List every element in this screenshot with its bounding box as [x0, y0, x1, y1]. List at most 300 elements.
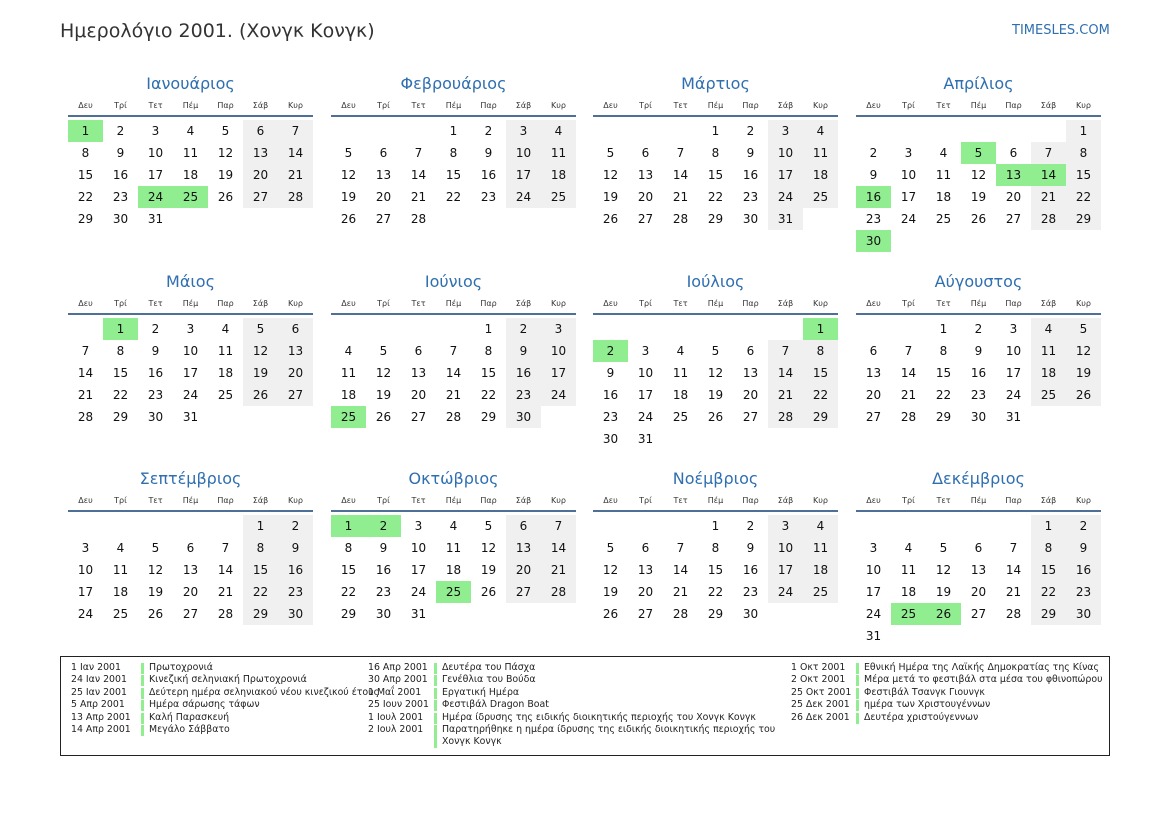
day-cell: 27	[970, 607, 987, 621]
day-cell: 21	[900, 388, 917, 402]
day-cell: 19	[340, 190, 357, 204]
holiday-name: Φεστιβάλ Dragon Boat	[442, 699, 549, 711]
day-cell: 28	[77, 410, 94, 424]
day-cell: 11	[217, 344, 234, 358]
day-cell: 25	[672, 410, 689, 424]
holiday-name: Πρωτοχρονιά	[149, 662, 213, 673]
day-cell: 21	[672, 585, 689, 599]
day-cell: 24	[768, 186, 803, 208]
holiday-name: Εθνική Ημέρα της Λαϊκής Δημοκρατίας της Κίνας	[864, 662, 1099, 673]
weekday-header	[856, 299, 1101, 311]
day-cell: 25	[935, 212, 952, 226]
weekday-label: Τετ	[936, 299, 951, 308]
day-cell: 4	[344, 344, 353, 358]
weekday-label: Τετ	[411, 496, 426, 505]
holiday-name: Γενέθλια του Βούδα	[442, 674, 536, 686]
holiday-day-cell: 25	[436, 581, 471, 603]
holiday-date: 1 Ιαν 2001	[71, 662, 121, 673]
day-cell: 25	[803, 581, 838, 603]
day-cell: 4	[904, 541, 913, 555]
day-cell: 28	[278, 186, 313, 208]
day-cell: 14	[1005, 563, 1022, 577]
day-cell: 30	[1066, 603, 1101, 625]
day-cell: 9	[746, 541, 755, 555]
day-cell: 28	[445, 410, 462, 424]
holiday-marker	[434, 725, 437, 748]
day-cell: 5	[939, 541, 948, 555]
month-block	[331, 469, 576, 659]
weekday-label: Πέμ	[707, 101, 724, 110]
weekday-label: Δευ	[341, 496, 356, 505]
day-cell: 7	[676, 541, 685, 555]
day-cell: 1	[243, 515, 278, 537]
day-cell: 21	[278, 164, 313, 186]
day-cell: 22	[112, 388, 129, 402]
day-cell: 23	[375, 585, 392, 599]
weekday-header	[331, 299, 576, 311]
day-cell: 14	[900, 366, 917, 380]
day-cell: 12	[147, 563, 164, 577]
day-cell: 2	[746, 519, 755, 533]
day-cell: 12	[217, 146, 234, 160]
day-cell: 30	[742, 607, 759, 621]
day-cell: 13	[375, 168, 392, 182]
weekday-label: Πέμ	[707, 299, 724, 308]
day-cell: 10	[768, 537, 803, 559]
day-cell: 21	[768, 384, 803, 406]
day-cell: 14	[410, 168, 427, 182]
day-cell: 25	[1031, 384, 1066, 406]
weekday-label: Τετ	[148, 496, 163, 505]
day-cell: 27	[742, 410, 759, 424]
day-cell: 4	[1031, 318, 1066, 340]
day-cell: 16	[480, 168, 497, 182]
day-cell: 19	[602, 190, 619, 204]
day-cell: 9	[506, 340, 541, 362]
day-cell: 5	[1066, 318, 1101, 340]
header-divider	[593, 313, 838, 315]
weekday-label: Κυρ	[551, 496, 566, 505]
day-cell: 7	[768, 340, 803, 362]
day-cell: 1	[711, 519, 720, 533]
holiday-name: Δεύτερη ημέρα σεληνιακού νέου κινεζικού έτους	[149, 686, 380, 698]
holiday-date: 14 Απρ 2001	[71, 723, 131, 735]
day-cell: 29	[707, 607, 724, 621]
holiday-date: 24 Ιαν 2001	[71, 674, 127, 686]
day-cell: 1	[449, 124, 458, 138]
day-cell: 25	[217, 388, 234, 402]
day-cell: 5	[243, 318, 278, 340]
month-block	[68, 74, 313, 264]
weekday-header	[68, 496, 313, 508]
weekday-label: Πέμ	[182, 496, 199, 505]
weekday-label: Τρί	[639, 299, 652, 308]
day-cell: 18	[182, 168, 199, 182]
day-cell: 19	[935, 585, 952, 599]
weekday-label: Παρ	[217, 101, 234, 110]
day-cell: 10	[77, 563, 94, 577]
day-cell: 17	[768, 164, 803, 186]
day-cell: 13	[410, 366, 427, 380]
weekday-label: Σάβ	[515, 101, 532, 110]
holiday-marker	[141, 713, 144, 724]
day-cell: 7	[1031, 142, 1066, 164]
day-cell: 10	[768, 142, 803, 164]
holiday-marker	[856, 663, 859, 674]
day-cell: 6	[641, 541, 650, 555]
day-cell: 3	[506, 120, 541, 142]
day-cell: 6	[414, 344, 423, 358]
holiday-name: ημέρα των Χριστουγέννων	[864, 699, 991, 711]
day-cell: 20	[410, 388, 427, 402]
day-cell: 12	[243, 340, 278, 362]
weekday-label: Δευ	[866, 299, 881, 308]
weekday-label: Παρ	[217, 496, 234, 505]
day-cell: 31	[182, 410, 199, 424]
month-name: Ιανουάριος	[146, 74, 235, 93]
holiday-date: 16 Απρ 2001	[368, 662, 428, 673]
month-name: Νοέμβριος	[672, 469, 759, 488]
day-cell: 17	[147, 168, 164, 182]
day-cell: 18	[935, 190, 952, 204]
day-cell: 1	[1066, 120, 1101, 142]
day-cell: 6	[869, 344, 878, 358]
day-cell: 3	[541, 318, 576, 340]
day-cell: 18	[1031, 362, 1066, 384]
day-cell: 10	[147, 146, 164, 160]
weekday-header	[593, 101, 838, 113]
day-cell: 30	[112, 212, 129, 226]
weekday-label: Κυρ	[813, 496, 828, 505]
day-cell: 10	[541, 340, 576, 362]
day-cell: 29	[1031, 603, 1066, 625]
day-cell: 8	[484, 344, 493, 358]
weekday-label: Παρ	[1005, 101, 1022, 110]
day-cell: 22	[935, 388, 952, 402]
header-divider	[856, 510, 1101, 512]
day-cell: 14	[278, 142, 313, 164]
day-cell: 1	[711, 124, 720, 138]
day-cell: 9	[116, 146, 125, 160]
day-cell: 22	[243, 581, 278, 603]
holiday-date: 25 Ιουν 2001	[368, 699, 429, 711]
day-cell: 20	[278, 362, 313, 384]
day-cell: 13	[278, 340, 313, 362]
weekday-label: Τρί	[377, 101, 390, 110]
day-cell: 18	[217, 366, 234, 380]
day-cell: 13	[182, 563, 199, 577]
day-cell: 12	[707, 366, 724, 380]
holiday-name: Καλή Παρασκευή	[149, 711, 230, 723]
day-cell: 30	[278, 603, 313, 625]
weekday-label: Σάβ	[1040, 101, 1057, 110]
day-cell: 17	[637, 388, 654, 402]
weekday-label: Τετ	[936, 496, 951, 505]
month-name: Οκτώβριος	[408, 469, 499, 488]
day-cell: 28	[900, 410, 917, 424]
day-cell: 26	[340, 212, 357, 226]
day-cell: 12	[602, 168, 619, 182]
day-cell: 9	[278, 537, 313, 559]
weekday-label: Σάβ	[1040, 299, 1057, 308]
holiday-marker	[434, 688, 437, 699]
day-cell: 27	[243, 186, 278, 208]
weekday-label: Τρί	[639, 101, 652, 110]
weekday-label: Δευ	[78, 101, 93, 110]
day-cell: 15	[1066, 164, 1101, 186]
holiday-legend	[60, 656, 1110, 756]
day-cell: 22	[1066, 186, 1101, 208]
day-cell: 17	[541, 362, 576, 384]
day-cell: 15	[480, 366, 497, 380]
holiday-name: Εργατική Ημέρα	[442, 686, 520, 698]
header-divider	[68, 115, 313, 117]
weekday-label: Τρί	[114, 299, 127, 308]
header-divider	[331, 313, 576, 315]
day-cell: 29	[707, 212, 724, 226]
weekday-label: Τετ	[148, 101, 163, 110]
weekday-label: Κυρ	[1076, 101, 1091, 110]
day-cell: 26	[375, 410, 392, 424]
day-cell: 2	[151, 322, 160, 336]
day-cell: 9	[1066, 537, 1101, 559]
holiday-day-cell: 25	[331, 406, 366, 428]
weekday-label: Κυρ	[288, 101, 303, 110]
day-cell: 18	[803, 559, 838, 581]
day-cell: 8	[243, 537, 278, 559]
weekday-header	[331, 101, 576, 113]
day-cell: 26	[217, 190, 234, 204]
weekday-label: Κυρ	[288, 496, 303, 505]
day-cell: 23	[278, 581, 313, 603]
day-cell: 16	[742, 563, 759, 577]
day-cell: 12	[602, 563, 619, 577]
day-cell: 6	[278, 318, 313, 340]
day-cell: 20	[1005, 190, 1022, 204]
day-cell: 27	[637, 607, 654, 621]
weekday-label: Δευ	[866, 101, 881, 110]
day-cell: 15	[77, 168, 94, 182]
weekday-label: Τρί	[902, 496, 915, 505]
weekday-label: Κυρ	[551, 101, 566, 110]
day-cell: 26	[1066, 384, 1101, 406]
day-cell: 9	[869, 168, 878, 182]
month-name: Δεκέμβριος	[932, 469, 1025, 488]
weekday-header	[593, 299, 838, 311]
day-cell: 20	[637, 190, 654, 204]
header-divider	[68, 510, 313, 512]
day-cell: 5	[344, 146, 353, 160]
day-cell: 23	[970, 388, 987, 402]
day-cell: 14	[672, 168, 689, 182]
day-cell: 26	[480, 585, 497, 599]
day-cell: 6	[746, 344, 755, 358]
day-cell: 19	[970, 190, 987, 204]
holiday-date: 13 Απρ 2001	[71, 711, 131, 723]
day-cell: 17	[410, 563, 427, 577]
holiday-day-cell: 5	[961, 142, 996, 164]
header-divider	[331, 510, 576, 512]
weekday-header	[68, 101, 313, 113]
weekday-label: Σάβ	[515, 299, 532, 308]
day-cell: 7	[278, 120, 313, 142]
day-cell: 18	[112, 585, 129, 599]
day-cell: 19	[707, 388, 724, 402]
day-cell: 10	[506, 142, 541, 164]
day-cell: 2	[746, 124, 755, 138]
day-cell: 8	[939, 344, 948, 358]
day-cell: 15	[445, 168, 462, 182]
holiday-day-cell: 25	[173, 186, 208, 208]
day-cell: 31	[865, 629, 882, 643]
day-cell: 4	[676, 344, 685, 358]
day-cell: 10	[637, 366, 654, 380]
day-cell: 30	[375, 607, 392, 621]
day-cell: 14	[77, 366, 94, 380]
day-cell: 8	[116, 344, 125, 358]
day-cell: 1	[1031, 515, 1066, 537]
holiday-date: 25 Δεκ 2001	[791, 699, 850, 711]
weekday-label: Σάβ	[777, 299, 794, 308]
day-cell: 21	[1005, 585, 1022, 599]
day-cell: 12	[480, 541, 497, 555]
day-cell: 16	[147, 366, 164, 380]
day-cell: 17	[768, 559, 803, 581]
weekday-label: Τρί	[902, 299, 915, 308]
day-cell: 15	[935, 366, 952, 380]
day-cell: 2	[974, 322, 983, 336]
day-cell: 28	[672, 607, 689, 621]
day-cell: 25	[803, 186, 838, 208]
weekday-label: Κυρ	[1076, 496, 1091, 505]
weekday-header	[68, 299, 313, 311]
holiday-day-cell: 1	[331, 515, 366, 537]
day-cell: 19	[217, 168, 234, 182]
day-cell: 31	[147, 212, 164, 226]
day-cell: 19	[243, 362, 278, 384]
day-cell: 8	[803, 340, 838, 362]
day-cell: 20	[182, 585, 199, 599]
holiday-date: 2 Ιουλ 2001	[368, 723, 424, 735]
weekday-label: Τετ	[148, 299, 163, 308]
weekday-header	[331, 496, 576, 508]
day-cell: 15	[1031, 559, 1066, 581]
weekday-label: Σάβ	[777, 496, 794, 505]
day-cell: 18	[340, 388, 357, 402]
day-cell: 9	[151, 344, 160, 358]
day-cell: 6	[186, 541, 195, 555]
day-cell: 4	[449, 519, 458, 533]
holiday-date: 1 Οκτ 2001	[791, 662, 846, 673]
day-cell: 27	[375, 212, 392, 226]
day-cell: 15	[707, 168, 724, 182]
holiday-name: Μέρα μετά το φεστιβάλ στα μέσα του φθινοπώρου	[864, 674, 1103, 686]
weekday-label: Παρ	[742, 299, 759, 308]
day-cell: 7	[414, 146, 423, 160]
day-cell: 22	[340, 585, 357, 599]
weekday-label: Κυρ	[813, 101, 828, 110]
day-cell: 27	[506, 581, 541, 603]
day-cell: 17	[1005, 366, 1022, 380]
day-cell: 18	[541, 164, 576, 186]
day-cell: 30	[602, 432, 619, 446]
day-cell: 5	[151, 541, 160, 555]
day-cell: 28	[768, 406, 803, 428]
day-cell: 2	[484, 124, 493, 138]
day-cell: 5	[379, 344, 388, 358]
month-block	[856, 469, 1101, 659]
weekday-header	[593, 496, 838, 508]
site-link[interactable]: TIMESLES.COM	[1012, 23, 1110, 38]
weekday-header	[856, 496, 1101, 508]
day-cell: 27	[1005, 212, 1022, 226]
day-cell: 9	[484, 146, 493, 160]
day-cell: 10	[182, 344, 199, 358]
weekday-label: Κυρ	[813, 299, 828, 308]
day-cell: 28	[541, 581, 576, 603]
weekday-label: Κυρ	[1076, 299, 1091, 308]
holiday-name: Ημέρα ίδρυσης της ειδικής διοικητικής περιοχής του Χονγκ Κονγκ	[442, 711, 756, 723]
day-cell: 13	[637, 168, 654, 182]
weekday-label: Παρ	[480, 101, 497, 110]
day-cell: 11	[1031, 340, 1066, 362]
day-cell: 31	[1005, 410, 1022, 424]
weekday-label: Σάβ	[252, 101, 269, 110]
day-cell: 19	[147, 585, 164, 599]
day-cell: 20	[865, 388, 882, 402]
weekday-label: Τετ	[936, 101, 951, 110]
weekday-label: Πέμ	[445, 101, 462, 110]
day-cell: 18	[445, 563, 462, 577]
day-cell: 26	[970, 212, 987, 226]
day-cell: 22	[77, 190, 94, 204]
day-cell: 2	[1066, 515, 1101, 537]
weekday-label: Τρί	[639, 496, 652, 505]
day-cell: 23	[742, 190, 759, 204]
day-cell: 5	[711, 344, 720, 358]
header-divider	[856, 115, 1101, 117]
holiday-day-cell: 14	[1031, 164, 1066, 186]
holiday-marker	[856, 700, 859, 711]
holiday-name: Ημέρα σάρωσης τάφων	[149, 699, 260, 711]
day-cell: 20	[742, 388, 759, 402]
day-cell: 13	[742, 366, 759, 380]
day-cell: 26	[602, 212, 619, 226]
month-name: Φεβρουάριος	[400, 74, 507, 93]
day-cell: 27	[410, 410, 427, 424]
day-cell: 10	[1005, 344, 1022, 358]
holiday-day-cell: 30	[856, 230, 891, 252]
day-cell: 2	[278, 515, 313, 537]
day-cell: 24	[865, 607, 882, 621]
day-cell: 6	[641, 146, 650, 160]
day-cell: 13	[506, 537, 541, 559]
day-cell: 29	[480, 410, 497, 424]
holiday-name-continued: Χονγκ Κονγκ	[442, 736, 502, 748]
day-cell: 20	[506, 559, 541, 581]
day-cell: 3	[1009, 322, 1018, 336]
day-cell: 16	[375, 563, 392, 577]
day-cell: 18	[900, 585, 917, 599]
day-cell: 3	[186, 322, 195, 336]
holiday-marker	[141, 663, 144, 674]
day-cell: 17	[182, 366, 199, 380]
day-cell: 7	[221, 541, 230, 555]
day-cell: 19	[375, 388, 392, 402]
day-cell: 24	[182, 388, 199, 402]
month-block	[856, 272, 1101, 462]
holiday-marker	[856, 675, 859, 686]
